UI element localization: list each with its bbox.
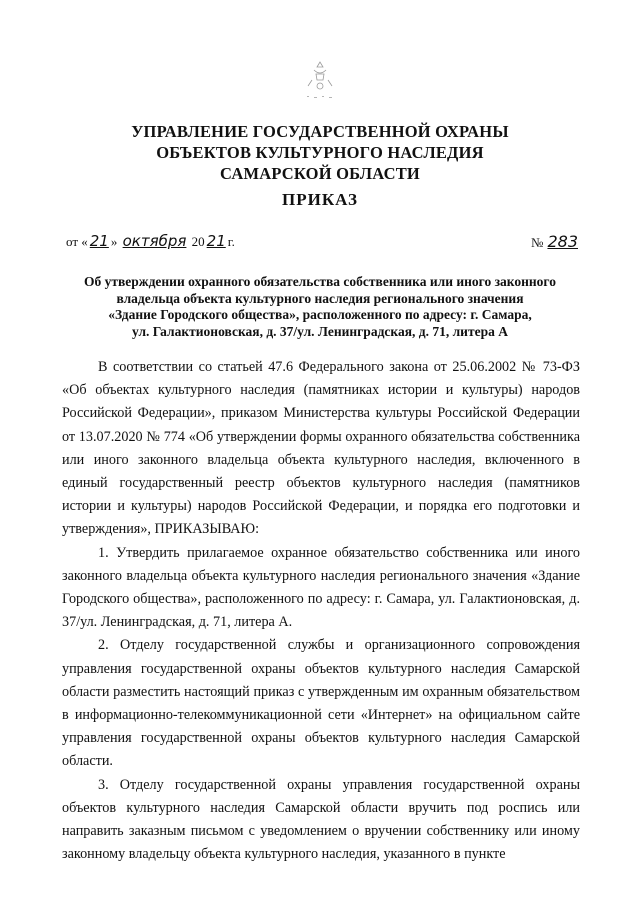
organization-header xyxy=(60,121,580,184)
org-line-1: УПРАВЛЕНИЕ ГОСУДАРСТВЕННОЙ ОХРАНЫ xyxy=(131,122,509,141)
order-date xyxy=(66,232,235,250)
date-year-handwritten: 21 xyxy=(206,232,226,250)
subject-line-4: ул. Галактионовская, д. 37/ул. Ленинградская, д. 71, литера А xyxy=(132,323,508,339)
item-3-paragraph: 3. Отделу государственной охраны управления государственной охраны объектов культурного наследия Самарской области вручить под роспись или направить заказным письмом с уведомлением о вручении собственнику или иному законному владельцу объекта культурного наследия, указанного в пункте xyxy=(62,776,580,863)
order-body xyxy=(62,356,580,866)
coat-of-arms-emblem xyxy=(304,58,336,106)
org-line-3: САМАРСКОЙ ОБЛАСТИ xyxy=(220,164,420,183)
date-mid: » xyxy=(110,234,118,249)
subject-line-1: Об утверждении охранного обязательства собственника или иного законного xyxy=(84,274,556,289)
date-year-prefix: 20 xyxy=(191,234,205,249)
date-end: г. xyxy=(227,234,235,249)
date-day-handwritten: 21 xyxy=(89,232,109,250)
number-handwritten: 283 xyxy=(547,232,578,251)
item-1-paragraph: 1. Утвердить прилагаемое охранное обязательство собственника или иного законного владельца объекта культурного наследия регионального значения «Здание Городского общества», расположенного по адресу: г. Самара, ул. Галактионовская, д. 37/ул. Ленинградская, д. 71, литера А. xyxy=(62,544,580,631)
order-subject xyxy=(70,274,570,340)
order-number xyxy=(531,232,578,251)
document-type-title: ПРИКАЗ xyxy=(282,190,358,209)
preamble-paragraph: В соответствии со статьей 47.6 Федерального закона от 25.06.2002 № 73-ФЗ «Об объектах культурного наследия (памятниках истории и культуры) народов Российской Федерации», приказом Министерства культуры Российской Федерации от 13.07.2020 № 774 «Об утверждении формы охранного обязательства собственника или иного законного владельца объекта культурного наследия, включенного в единый государственный реестр объектов культурного наследия (памятников истории и культуры) народов Российской Федерации, и порядка его подготовки и утверждения», ПРИКАЗЫВАЮ: xyxy=(62,359,580,538)
item-2-paragraph: 2. Отделу государственной службы и организационного сопровождения управления государственной охраны объектов культурного наследия Самарской области разместить настоящий приказ с утвержденным им охранным обязательством в информационно-телекоммуникационной сети «Интернет» на официальном сайте управления государственной охраны объектов культурного наследия Самарской области. xyxy=(62,637,580,770)
subject-line-3: «Здание Городского общества», расположенного по адресу: г. Самара, xyxy=(108,307,532,322)
org-line-2: ОБЪЕКТОВ КУЛЬТУРНОГО НАСЛЕДИЯ xyxy=(156,143,484,162)
date-prefix: от « xyxy=(66,234,88,249)
subject-line-2: владельца объекта культурного наследия регионального значения xyxy=(116,290,524,306)
date-month-handwritten: октября xyxy=(122,232,187,250)
number-prefix: № xyxy=(531,235,544,250)
